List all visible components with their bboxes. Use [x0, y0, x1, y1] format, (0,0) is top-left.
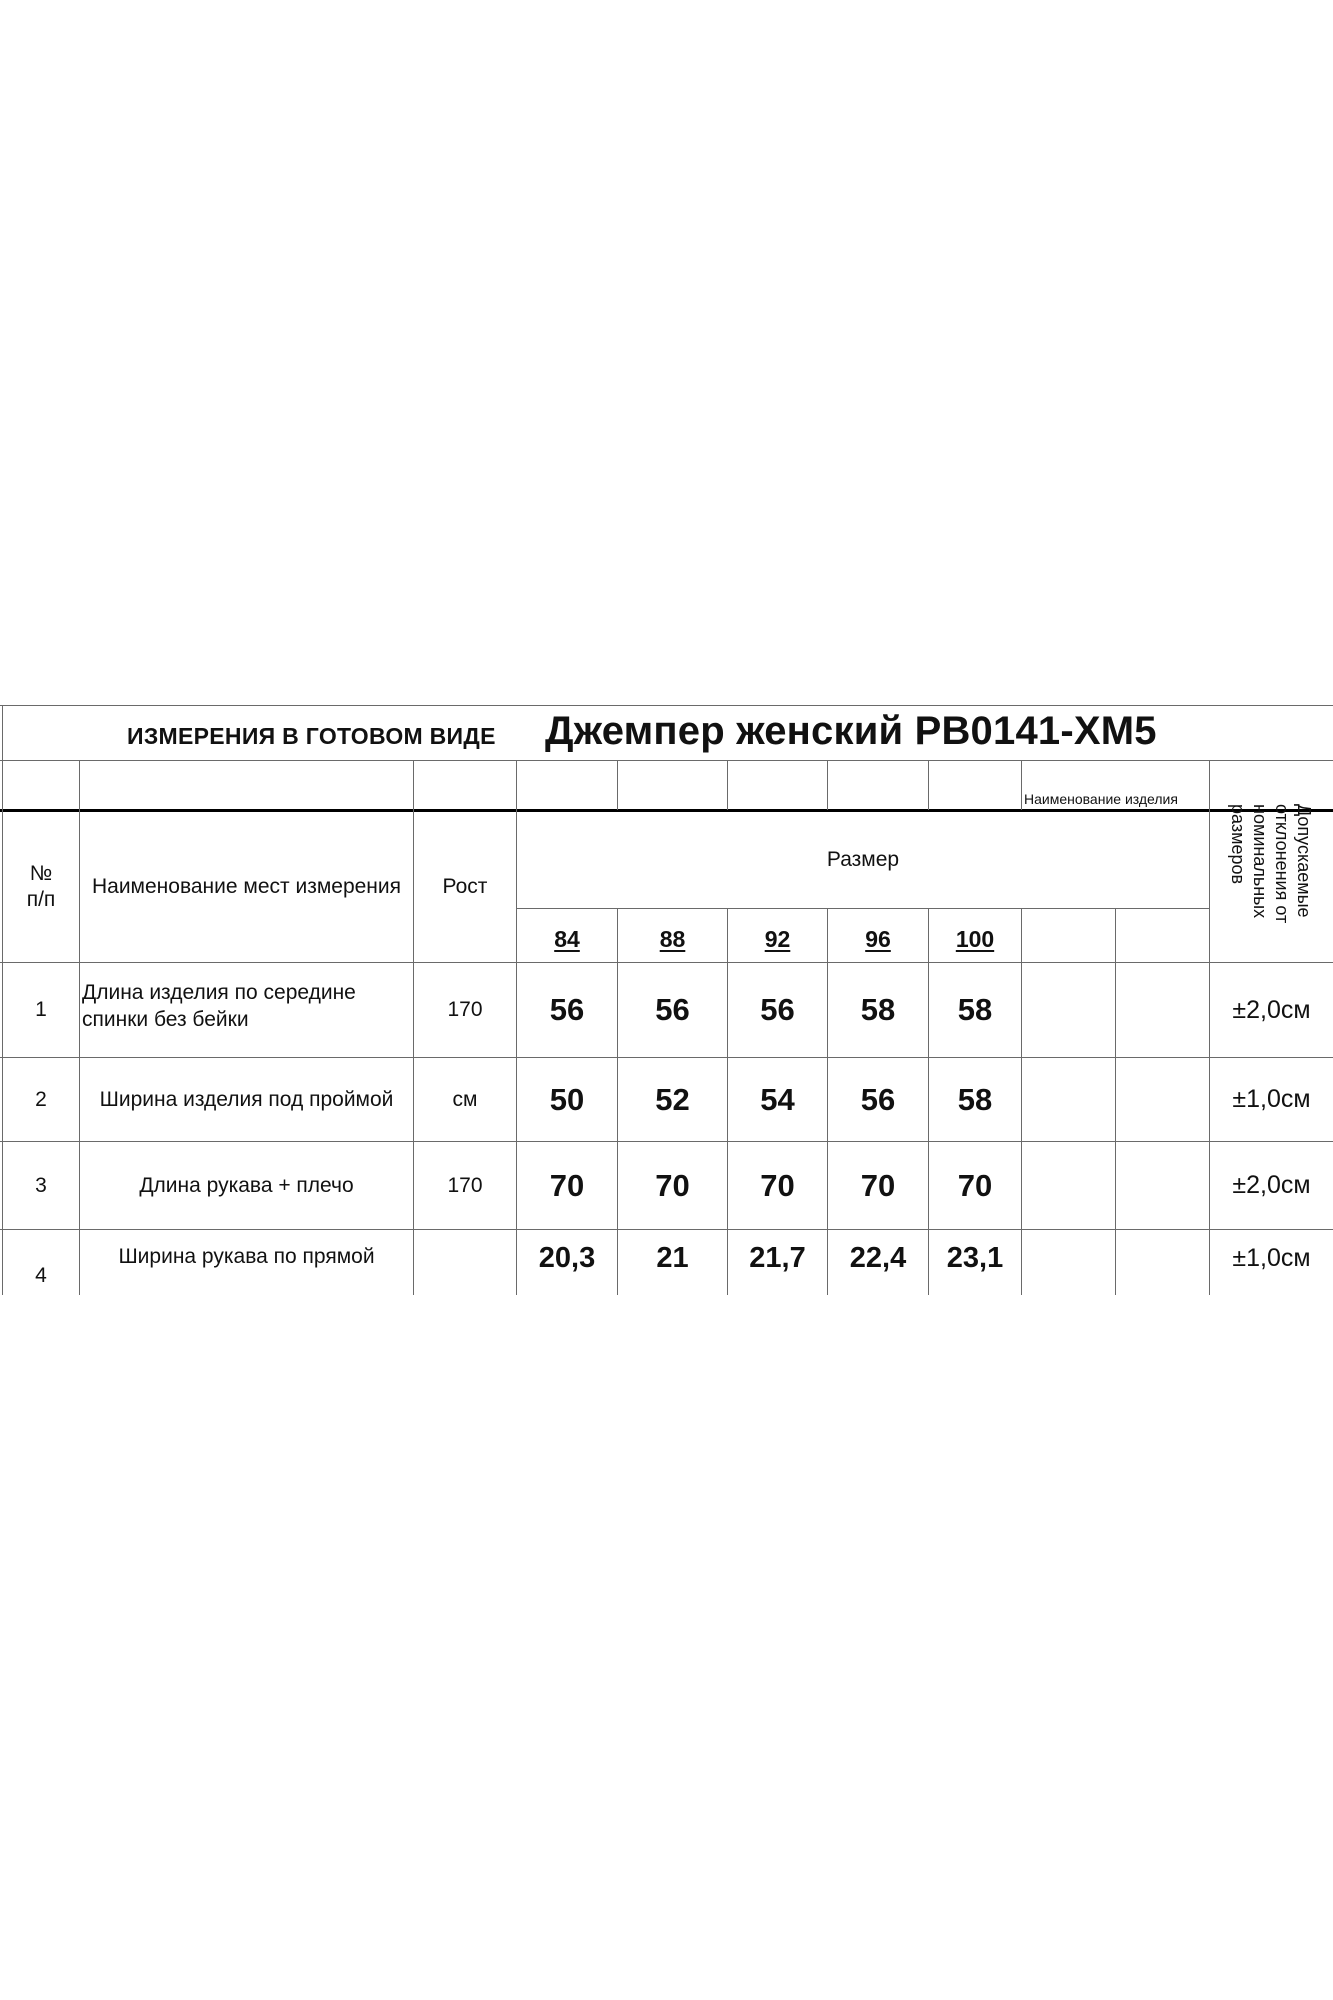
grid-line: [827, 760, 828, 810]
size-92: 92: [764, 925, 791, 952]
row-1-value-92: 56: [760, 992, 795, 1027]
size-group-label: Размер: [826, 847, 900, 871]
number-header-label: № п/п: [26, 861, 56, 911]
row-1-name-line2: спинки без бейки: [82, 1008, 249, 1031]
row-3-value-84: 70: [549, 1167, 585, 1203]
product-name-label: Наименование изделия: [1024, 791, 1178, 807]
row-2-value-100: 58: [957, 1081, 993, 1117]
row-4-value-100: 23,1: [946, 1241, 1004, 1274]
row-3-tolerance: ±2,0см: [1232, 1171, 1311, 1199]
row-2-value-88: 52: [655, 1081, 690, 1117]
size-84: 84: [554, 925, 580, 952]
grid-line: [0, 760, 1333, 761]
grid-line: [1115, 908, 1116, 1295]
size-88: 88: [659, 925, 686, 952]
row-4-number: 4: [35, 1264, 47, 1287]
tolerance-header: Допускаемые отклонения от номинальных размеров: [1228, 804, 1314, 924]
row-2-tolerance: ±1,0см: [1232, 1085, 1311, 1113]
row-4-name: Ширина рукава по прямой: [118, 1245, 375, 1268]
measurement-table: [0, 705, 1333, 1295]
row-2-value-96: 56: [860, 1081, 896, 1117]
row-3-value-88: 70: [655, 1167, 690, 1203]
grid-line: [1021, 760, 1022, 810]
row-1-tolerance: ±2,0см: [1232, 995, 1311, 1024]
row-1-name-line1: Длина изделия по середине: [82, 981, 356, 1004]
grid-line: [727, 760, 728, 810]
row-3-value-96: 70: [860, 1167, 896, 1203]
row-3-value-100: 70: [957, 1167, 993, 1203]
grid-line: [928, 760, 929, 810]
grid-line: [617, 760, 618, 810]
row-3-height: 170: [447, 1173, 483, 1197]
row-4-height: [414, 1235, 516, 1279]
size-96: 96: [865, 925, 891, 952]
size-group-header: [517, 811, 1209, 908]
height-header: [414, 811, 516, 962]
section-title: ИЗМЕРЕНИЯ В ГОТОВОМ ВИДЕ: [127, 723, 496, 749]
row-1-value-84: 56: [549, 992, 585, 1027]
row-4-value-96: 22,4: [849, 1241, 907, 1274]
row-2-value-84: 50: [549, 1081, 585, 1117]
row-4-value-88: 21: [656, 1241, 689, 1274]
height-header-label: Рост: [442, 874, 488, 898]
row-2-value-92: 54: [760, 1081, 795, 1117]
row-1-number: 1: [35, 998, 47, 1021]
row-2-name: Ширина изделия под проймой: [99, 1087, 394, 1111]
grid-line: [516, 908, 1210, 909]
row-4-tolerance: ±1,0см: [1232, 1243, 1311, 1272]
measure-name-header: [80, 811, 413, 962]
number-column-header: [3, 811, 79, 962]
size-100: 100: [955, 925, 995, 952]
grid-line: [1021, 908, 1022, 1295]
measure-name-header-label: Наименование мест измерения: [91, 874, 401, 898]
row-1-value-88: 56: [655, 992, 690, 1027]
row-3-name: Длина рукава + плечо: [139, 1173, 354, 1197]
product-title: Джемпер женский РВ0141-ХМ5: [545, 709, 1157, 753]
row-1-height: 170: [447, 998, 483, 1021]
row-1-value-96: 58: [860, 992, 896, 1027]
row-2-number: 2: [35, 1087, 47, 1111]
row-1-value-100: 58: [957, 992, 993, 1027]
grid-line: [0, 705, 1333, 706]
row-2-height: см: [452, 1087, 478, 1111]
row-3-number: 3: [35, 1173, 47, 1197]
row-4-value-92: 21,7: [749, 1241, 806, 1274]
grid-line: [0, 1229, 1333, 1230]
row-4-value-84: 20,3: [538, 1241, 596, 1274]
row-3-value-92: 70: [760, 1167, 795, 1203]
